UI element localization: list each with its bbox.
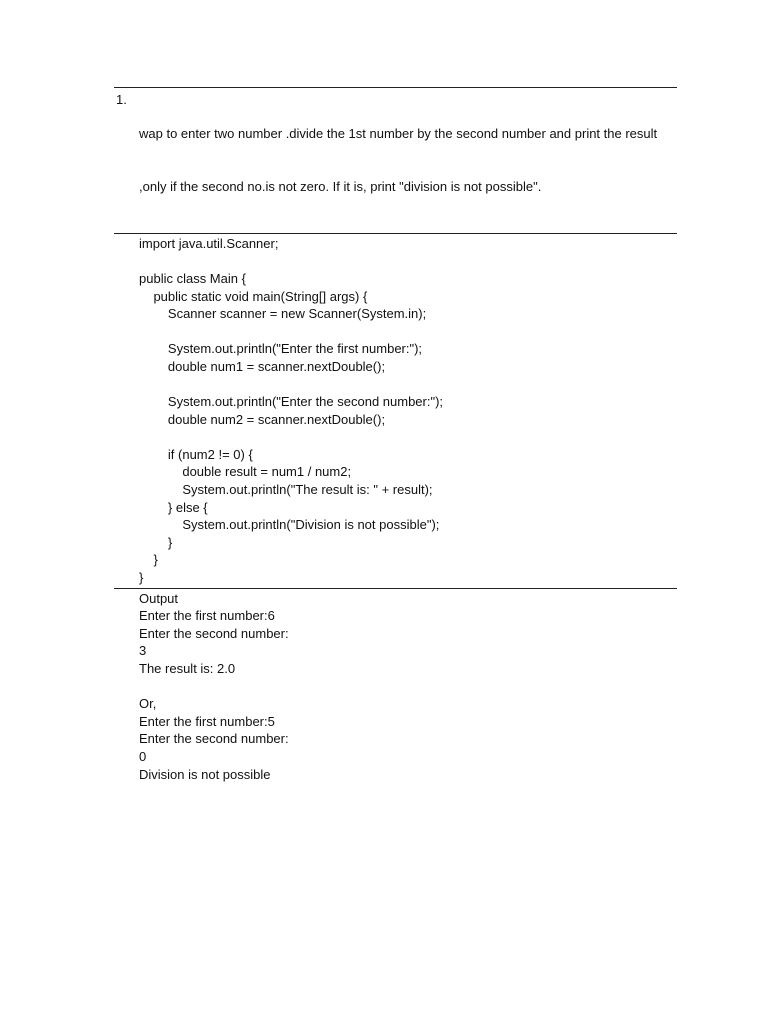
code-line: public static void main(String[] args) {: [139, 288, 368, 304]
code-line: double num2 = scanner.nextDouble();: [139, 411, 386, 427]
output-line: Enter the first number:5: [139, 713, 275, 729]
output-line: 3: [139, 643, 147, 659]
output-row: [114, 589, 677, 784]
output-line: Output: [139, 590, 179, 606]
code-line: }: [139, 570, 144, 586]
code-line: [139, 323, 677, 341]
question-row: [114, 88, 677, 233]
output-line: The result is: 2.0: [139, 661, 236, 676]
output-line: Enter the second number:: [139, 731, 289, 747]
output-block: [139, 589, 677, 784]
code-line: import java.util.Scanner;: [139, 235, 279, 251]
output-line: Enter the second number:: [139, 625, 289, 641]
question-number: 1.: [116, 92, 127, 107]
code-line: if (num2 != 0) {: [139, 446, 253, 462]
code-line: System.out.println("The result is: " + result);: [139, 482, 433, 498]
code-line: } else {: [139, 499, 208, 515]
code-line: Scanner scanner = new Scanner(System.in);: [139, 306, 427, 322]
question-line: ,only if the second no.is not zero. If it is, print "division is not possible".: [139, 178, 542, 194]
code-row: [114, 234, 677, 588]
question-line: wap to enter two number .divide the 1st number by the second number and print the result: [139, 126, 658, 142]
output-line: 0: [139, 748, 147, 764]
code-line: [139, 376, 677, 394]
code-line: System.out.println("Division is not possible");: [139, 517, 440, 533]
output-line: Or,: [139, 696, 157, 712]
code-line: System.out.println("Enter the first number:");: [139, 341, 423, 357]
code-line: [139, 428, 677, 446]
output-line: Enter the first number:6: [139, 608, 275, 624]
output-line: Division is not possible: [139, 766, 271, 782]
code-line: }: [139, 552, 158, 568]
code-line: }: [139, 534, 173, 550]
code-line: public class Main {: [139, 270, 246, 286]
code-line: [139, 252, 677, 270]
question-table: [114, 87, 677, 783]
code-line: System.out.println("Enter the second number:");: [139, 394, 444, 410]
output-line: [139, 678, 677, 696]
code-line: double result = num1 / num2;: [139, 464, 352, 480]
code-line: double num1 = scanner.nextDouble();: [139, 358, 386, 374]
question-text: [139, 88, 677, 233]
code-block: [139, 234, 677, 588]
